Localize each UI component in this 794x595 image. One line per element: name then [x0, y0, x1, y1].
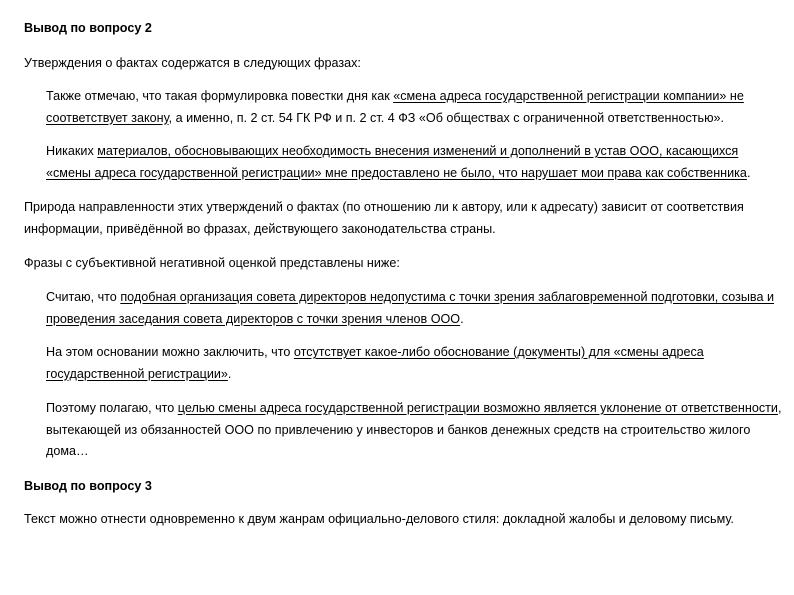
subjective-phrase-1-underlined: подобная организация совета директоров недопустима с точки зрения заблаговременной подготовки, созыва и проведения заседания совета директоров с точки зрения членов ООО: [46, 290, 774, 326]
subjective-phrase-3-underlined: целью смены адреса государственной регистрации возможно является уклонение от ответственности: [177, 401, 778, 415]
subjective-phrase-3: [46, 398, 782, 463]
fact-phrase-1-underlined: «смена адреса государственной регистрации компании» не соответствует закону: [46, 89, 744, 125]
subjective-phrase-2: [46, 342, 782, 385]
nature-paragraph: Природа направленности этих утверждений о фактах (по отношению ли к автору, или к адресату) зависит от соответствия информации, привёдённой во фразах, действующего законодательства страны.: [24, 200, 744, 236]
subjective-phrase-1-post: .: [460, 311, 464, 326]
subjective-phrase-2-pre: На этом основании можно заключить, что: [46, 345, 294, 359]
intro-subjective: Фразы с субъективной негативной оценкой представлены ниже:: [24, 256, 400, 270]
fact-phrase-1-pre: Также отмечаю, что такая формулировка повестки дня как: [46, 89, 394, 103]
fact-phrase-1-post: , а именно, п. 2 ст. 54 ГК РФ и п. 2 ст. 4 ФЗ «Об обществах с ограниченной ответственностью».: [168, 110, 725, 125]
heading-question-3: Вывод по вопросу 3: [24, 479, 152, 493]
genre-paragraph: Текст можно отнести одновременно к двум жанрам официально-делового стиля: докладной жалобы и деловому письму.: [24, 512, 734, 526]
fact-phrase-2-underlined: материалов, обосновывающих необходимость внесения изменений и дополнений в устав ООО, касающихся «смены адреса государственной регистрации» мне предоставлено не было, что нарушает мои права как собственника: [46, 144, 747, 180]
fact-phrase-2-post: .: [746, 165, 751, 180]
subjective-phrase-1: [46, 287, 782, 330]
fact-phrase-2-pre: Никаких: [46, 144, 98, 158]
subjective-phrase-2-underlined: отсутствует какое-либо обоснование (документы) для «смены адреса государственной регистрации»: [46, 345, 704, 381]
intro-facts: Утверждения о фактах содержатся в следующих фразах:: [24, 56, 361, 70]
subjective-phrase-3-post: , вытекающей из обязанностей ООО по привлечению у инвесторов и банков денежных средств на строительство жилого дома…: [46, 401, 782, 458]
subjective-phrase-3-pre: Поэтому полагаю, что: [46, 401, 178, 415]
subjective-phrase-1-pre: Считаю, что: [46, 290, 121, 304]
fact-phrase-1: [46, 86, 782, 129]
fact-phrase-2: [46, 141, 782, 184]
heading-question-2: Вывод по вопросу 2: [24, 21, 152, 35]
subjective-phrase-2-post: .: [227, 366, 232, 381]
